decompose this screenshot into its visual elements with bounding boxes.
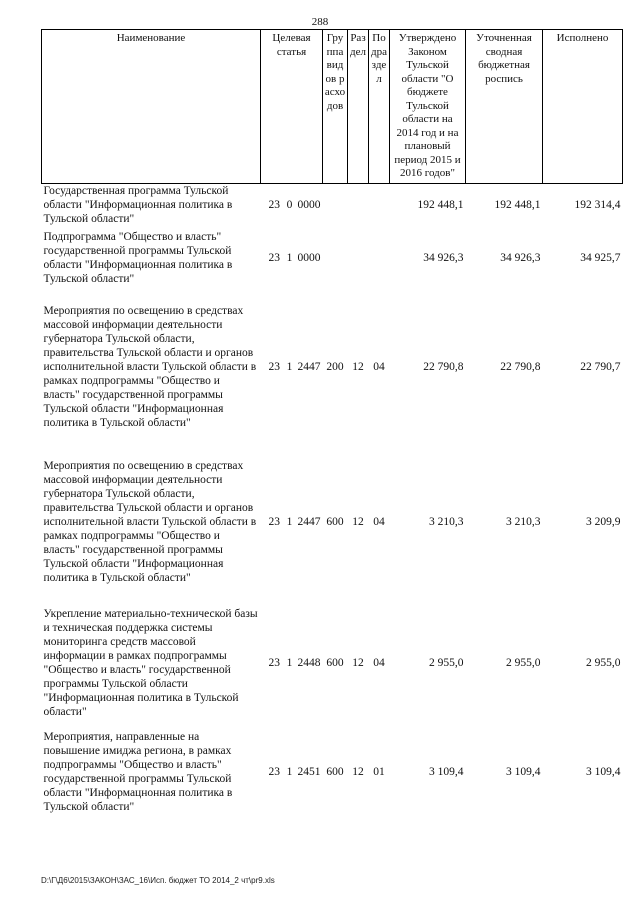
row-refined: 2 955,0 [506,656,541,669]
row-target-code: 23 1 2447 [268,360,321,373]
row-group [323,183,348,226]
table-header-row [42,30,623,184]
table-row [42,444,623,601]
row-executed: 3 209,9 [586,516,621,528]
footer-file-path: D:\Г\Д6\2015\ЗАКОН\ЗАС_16\Исп. бюджет ТО 2014_2 чт\pr9.xls [41,876,275,885]
row-section: 12 [352,360,364,373]
row-name: Мероприятия по освещению в средствах массовой информации деятельности губернатора Тульской области, правительства Тульской области и органов исполнительной власти Тульской области в рамках подпрограммы "Общество и власть" государственной программы Тульской области "Информационная политика в Тульской области" [43,460,257,584]
row-group: 200 [326,360,344,373]
row-approved: 2 955,0 [429,656,464,669]
row-approved: 192 448,1 [417,198,464,211]
row-section [348,183,369,226]
row-approved: 22 790,8 [423,360,464,373]
row-refined: 3 210,3 [506,516,541,528]
table-row [42,183,623,226]
header-approved: Утверждено Законом Тульской области "О бюджете Тульской области на 2014 год и на плановый период 2015 и 2016 годов" [390,30,466,184]
row-target-code: 23 1 2451 [268,766,321,778]
row-section [348,226,369,290]
page-number: 288 [311,16,329,28]
row-refined: 34 926,3 [500,251,541,264]
row-name: Подпрограмма "Общество и власть" государственной программы Тульской области "Информационная политика в Тульской области" [43,230,233,285]
row-name: Мероприятия по освещению в средствах массовой информации деятельности губернатора Тульской области, правительства Тульской области и органов исполнительной власти Тульской области в рамках подпрограммы "Общество и власть" государственной программы Тульской области "Информационная политика в Тульской области" [43,304,257,429]
row-subsection: 04 [373,516,385,528]
row-section: 12 [352,516,364,528]
row-subsection: 04 [373,360,385,373]
row-target-code: 23 1 2447 [268,516,321,528]
table-row [42,226,623,290]
budget-table [41,29,623,820]
table-row [42,290,623,444]
table-row [42,725,623,820]
row-name: Мероприятия, направленные на повышение имиджа региона, в рамках подпрограммы "Общество и власть" государственной программы Тульской области "Информацнонная политика в Тульской области" [43,731,233,813]
header-subsection: Подраздел [369,30,390,184]
header-target: Целевая статья [261,30,323,184]
row-subsection [369,226,390,290]
table-row [42,601,623,725]
row-group: 600 [326,766,344,778]
row-executed: 22 790,7 [580,360,621,373]
row-approved: 34 926,3 [423,251,464,264]
header-refined: Уточненная сводная бюджетная роспись [466,30,543,184]
row-approved: 3 210,3 [429,516,464,528]
row-name: Государственная программа Тульской области "Информационная политика в Тульской области" [43,184,233,225]
row-group: 600 [326,516,344,528]
row-executed: 3 109,4 [586,766,621,778]
row-refined: 192 448,1 [494,198,541,211]
row-refined: 22 790,8 [500,360,541,373]
row-section: 12 [352,656,364,669]
header-name: Наименование [42,30,261,184]
header-section: Раздел [348,30,369,184]
header-group: Группа видов расходов [323,30,348,184]
row-group: 600 [326,656,344,669]
row-section: 12 [352,766,364,778]
row-subsection: 01 [373,766,385,778]
header-executed: Исполнено [543,30,623,184]
row-target-code: 23 1 0000 [268,251,321,264]
row-executed: 192 314,4 [574,198,621,211]
row-name: Укрепление материально-технической базы и техническая поддержка системы мониторинга средств массовой информации в рамках подпрограммы "Общество и власть" государственной программы Тульской области "Информационная политика в Тульской области" [43,607,258,718]
row-target-code: 23 0 0000 [268,198,321,211]
row-subsection [369,183,390,226]
row-target-code: 23 1 2448 [268,656,321,669]
row-approved: 3 109,4 [429,766,464,778]
row-subsection: 04 [373,656,385,669]
row-group [323,226,348,290]
row-refined: 3 109,4 [506,766,541,778]
row-executed: 2 955,0 [586,656,621,669]
row-executed: 34 925,7 [580,251,621,264]
